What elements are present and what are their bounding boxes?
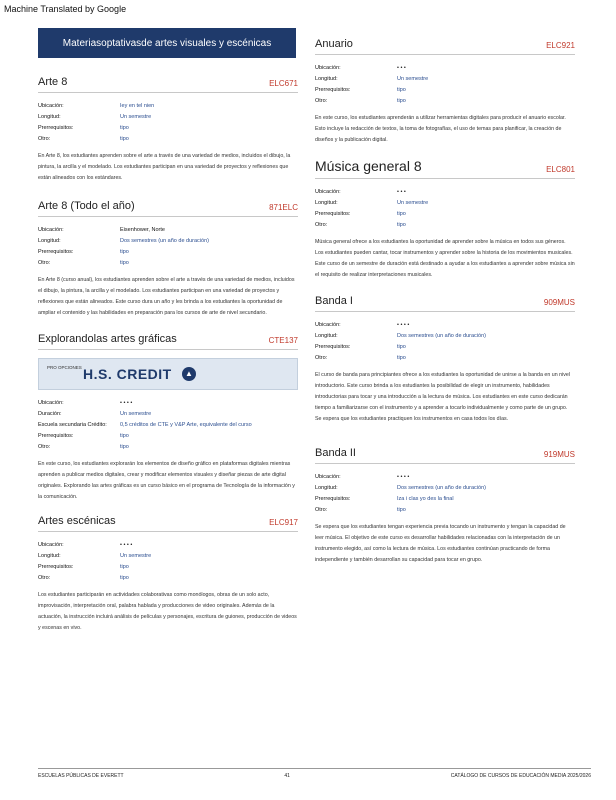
detail-value: Un semestre bbox=[120, 411, 152, 417]
course-code: 871ELC bbox=[269, 203, 298, 212]
course-arte-8 bbox=[38, 76, 298, 184]
detail-key: Ubicación: bbox=[315, 474, 341, 480]
detail-key: Prerrequisitos: bbox=[38, 249, 74, 255]
detail-key: Ubicación: bbox=[38, 103, 64, 109]
detail-key: Otro: bbox=[315, 98, 328, 104]
detail-value: Dos semestres (un año de duración) bbox=[120, 238, 209, 244]
detail-value: tipo bbox=[120, 249, 129, 255]
course-title: Música general 8 bbox=[315, 158, 422, 174]
detail-row bbox=[315, 187, 575, 198]
detail-value: tipo bbox=[120, 136, 129, 142]
detail-value: tipo bbox=[397, 211, 406, 217]
detail-key: Duración: bbox=[38, 411, 62, 417]
detail-value: • • • bbox=[397, 65, 406, 71]
course-arte-8-anual bbox=[38, 200, 298, 319]
detail-row bbox=[38, 123, 298, 134]
detail-key: Longitud: bbox=[315, 485, 338, 491]
detail-value: Iey en tel nien bbox=[120, 103, 155, 109]
detail-row bbox=[38, 573, 298, 584]
detail-row bbox=[315, 85, 575, 96]
detail-value: Eisenhower, Norte bbox=[120, 227, 165, 233]
detail-key: Prerrequisitos: bbox=[38, 433, 74, 439]
course-title: Banda I bbox=[315, 295, 353, 307]
detail-key: Ubicación: bbox=[315, 189, 341, 195]
detail-key: Otro: bbox=[315, 507, 328, 513]
detail-row bbox=[38, 236, 298, 247]
footer-catalog: CATÁLOGO DE CURSOS DE EDUCACIÓN MEDIA 2025/2026 bbox=[450, 773, 591, 779]
course-title: Artes escénicas bbox=[38, 515, 116, 527]
footer-school: ESCUELAS PÚBLICAS DE EVERETT bbox=[38, 773, 124, 779]
detail-value: • • • • bbox=[120, 542, 133, 548]
detail-key: Longitud: bbox=[315, 76, 338, 82]
graduation-cap-icon: ▲ bbox=[182, 367, 196, 381]
detail-row bbox=[315, 74, 575, 85]
detail-value: tipo bbox=[397, 222, 406, 228]
detail-key: Otro: bbox=[315, 355, 328, 361]
detail-value: tipo bbox=[397, 507, 406, 513]
detail-key: Longitud: bbox=[38, 553, 61, 559]
detail-key: Ubicación: bbox=[38, 400, 64, 406]
detail-row bbox=[38, 551, 298, 562]
detail-value: Un semestre bbox=[397, 76, 429, 82]
detail-value: Dos semestres (un año de duración) bbox=[397, 333, 486, 339]
course-header bbox=[315, 295, 575, 312]
section-banner: Materiasoptativasde artes visuales y escénicas bbox=[38, 28, 296, 58]
course-details bbox=[38, 540, 298, 584]
detail-row bbox=[38, 101, 298, 112]
course-description: En Arte 8, los estudiantes aprenden sobre el arte a través de una variedad de medios, incluidos el dibujo, la pintura, la arcilla y el modelado. Los estudiantes participan en una variedad de proyectos y reflexiones que están alineados con los estándares. bbox=[38, 153, 291, 181]
right-column bbox=[315, 28, 575, 566]
course-code: CTE137 bbox=[268, 336, 298, 345]
detail-row bbox=[315, 209, 575, 220]
detail-key: Otro: bbox=[38, 444, 51, 450]
course-details bbox=[315, 320, 575, 364]
detail-row bbox=[38, 134, 298, 145]
detail-value: tipo bbox=[120, 260, 129, 266]
course-details bbox=[315, 63, 575, 107]
detail-value: tipo bbox=[120, 433, 129, 439]
hs-credit-label: H.S. CREDIT bbox=[83, 366, 172, 382]
course-code: ELC671 bbox=[269, 79, 298, 88]
detail-key: Ubicación: bbox=[38, 227, 64, 233]
detail-row bbox=[38, 420, 298, 431]
detail-row bbox=[38, 442, 298, 453]
detail-row bbox=[315, 198, 575, 209]
detail-row bbox=[38, 562, 298, 573]
course-header bbox=[315, 38, 575, 55]
course-musica-general bbox=[315, 158, 575, 281]
detail-key: Escuela secundaria Crédito: bbox=[38, 422, 107, 428]
detail-key: Prerrequisitos: bbox=[38, 125, 74, 131]
course-details bbox=[38, 101, 298, 145]
detail-key: Longitud: bbox=[38, 114, 61, 120]
detail-key: Prerrequisitos: bbox=[38, 564, 74, 570]
course-title: Explorandolas artes gráficas bbox=[38, 333, 177, 345]
course-title: Arte 8 (Todo el año) bbox=[38, 200, 135, 212]
detail-value: tipo bbox=[397, 355, 406, 361]
detail-value: tipo bbox=[397, 344, 406, 350]
course-artes-graficas bbox=[38, 333, 298, 503]
detail-value: tipo bbox=[397, 98, 406, 104]
detail-key: Ubicación: bbox=[315, 322, 341, 328]
detail-row bbox=[315, 342, 575, 353]
detail-value: • • • • bbox=[397, 474, 410, 480]
detail-key: Otro: bbox=[38, 260, 51, 266]
detail-value: • • • • bbox=[120, 400, 133, 406]
course-code: ELC917 bbox=[269, 518, 298, 527]
course-banda-2 bbox=[315, 447, 575, 566]
detail-key: Longitud: bbox=[315, 200, 338, 206]
course-code: 909MUS bbox=[543, 298, 575, 307]
course-artes-escenicas bbox=[38, 515, 298, 634]
detail-value: tipo bbox=[397, 87, 406, 93]
left-column bbox=[38, 28, 298, 634]
detail-row bbox=[38, 112, 298, 123]
course-code: ELC801 bbox=[546, 165, 575, 174]
detail-key: Ubicación: bbox=[315, 65, 341, 71]
detail-row bbox=[38, 431, 298, 442]
course-description: En este curso, los estudiantes explorarán los elementos de diseño gráfico en plataformas digitales mientras aprenden a publicar medios digitales, crear y modificar elementos visuales y diseñar piezas de arte digital originales. Explorando las artes gráficas es un curso básico en el programa de Tecnología de la información y la comunicación. bbox=[38, 461, 295, 500]
course-title: Anuario bbox=[315, 38, 353, 50]
course-header bbox=[38, 76, 298, 93]
detail-value: Un semestre bbox=[397, 200, 429, 206]
detail-row bbox=[38, 247, 298, 258]
detail-value: Un semestre bbox=[120, 553, 152, 559]
detail-row bbox=[315, 220, 575, 231]
detail-value: • • • bbox=[397, 189, 406, 195]
detail-value: Dos semestres (un año de duración) bbox=[397, 485, 486, 491]
hs-options-label: PRO OPCIONES bbox=[47, 365, 82, 370]
page-number: 41 bbox=[284, 773, 290, 779]
detail-value: tipo bbox=[120, 125, 129, 131]
detail-row bbox=[315, 353, 575, 364]
detail-value: tipo bbox=[120, 564, 129, 570]
course-title: Banda II bbox=[315, 447, 356, 459]
course-description: Música general ofrece a los estudiantes la oportunidad de aprender sobre la música en todos sus géneros. Los estudiantes pueden cantar, tocar instrumentos y aprender sobre la historia de los movimientos musicales. Este curso de un semestre de duración está destinado a ayudar a los estudiantes a aprender sobre música sin el requisito de realizar interpretaciones musicales. bbox=[315, 239, 575, 278]
course-details bbox=[315, 472, 575, 516]
detail-row bbox=[38, 258, 298, 269]
detail-row bbox=[38, 398, 298, 409]
machine-translated-label: Machine Translated by Google bbox=[4, 4, 127, 14]
course-header bbox=[315, 158, 575, 179]
detail-key: Prerrequisitos: bbox=[315, 211, 351, 217]
course-description: El curso de banda para principiantes ofrece a los estudiantes la oportunidad de unirse a la banda en un nivel introductorio. Este curso brinda a los estudiantes la posibilidad de elegir un instrumento, habilidades introductorias para tocar y una introducción a la lectura de música. Los estudiantes en este curso dedicarán tiempo a familiarizarse con el instrumento y a aprender a tocarlo individualmente y como parte de un grupo. Se espera que los estudiantes practiquen los instrumentos en casa todos los días. bbox=[315, 372, 571, 422]
hs-credit-banner bbox=[38, 358, 298, 390]
detail-key: Longitud: bbox=[315, 333, 338, 339]
course-header bbox=[38, 200, 298, 217]
detail-key: Ubicación: bbox=[38, 542, 64, 548]
course-description: Los estudiantes participarán en actividades colaborativas como monólogos, obras de un solo acto, improvisación, interpretación oral, palabra hablada y producciones de video originales. Además de la actuación, la instrucción incluirá análisis de películas y personajes, escritura de guiones, producción de videos y escenas en vivo. bbox=[38, 592, 297, 631]
detail-key: Longitud: bbox=[38, 238, 61, 244]
detail-row bbox=[38, 540, 298, 551]
course-description: En este curso, los estudiantes aprenderán a utilizar herramientas digitales para producir el anuario escolar. Esto incluye la redacción de textos, la toma de fotografías, el uso de temas para planificar, la creación de diseños y la publicación digital. bbox=[315, 115, 566, 143]
detail-value: 0,5 créditos de CTE y V&P Arte, equivalente del curso bbox=[120, 422, 252, 428]
detail-value: Un semestre bbox=[120, 114, 152, 120]
course-banda-1 bbox=[315, 295, 575, 425]
detail-value: Iza i clas yo des la final bbox=[397, 496, 454, 502]
detail-key: Otro: bbox=[315, 222, 328, 228]
detail-key: Prerrequisitos: bbox=[315, 87, 351, 93]
page-footer bbox=[38, 768, 591, 779]
detail-row bbox=[315, 96, 575, 107]
detail-key: Prerrequisitos: bbox=[315, 344, 351, 350]
detail-row bbox=[315, 483, 575, 494]
detail-key: Otro: bbox=[38, 136, 51, 142]
course-anuario bbox=[315, 38, 575, 146]
course-code: ELC921 bbox=[546, 41, 575, 50]
course-details bbox=[315, 187, 575, 231]
course-code: 919MUS bbox=[543, 450, 575, 459]
course-header bbox=[315, 447, 575, 464]
detail-row bbox=[315, 331, 575, 342]
detail-row bbox=[38, 409, 298, 420]
detail-key: Prerrequisitos: bbox=[315, 496, 351, 502]
detail-value: tipo bbox=[120, 444, 129, 450]
detail-row bbox=[315, 505, 575, 516]
course-header bbox=[38, 515, 298, 532]
course-header bbox=[38, 333, 298, 350]
catalog-page bbox=[38, 28, 591, 763]
course-description: Se espera que los estudiantes tengan experiencia previa tocando un instrumento y tengan la capacidad de leer música. El objetivo de este curso es desarrollar habilidades relacionadas con la interpretación de un instrumento elegido, así como la lectura de música. Los estudiantes continúan practicando de forma independiente y también desarrollan su capacidad para tocar en grupo. bbox=[315, 524, 566, 563]
course-title: Arte 8 bbox=[38, 76, 68, 88]
detail-row bbox=[315, 494, 575, 505]
course-description: En Arte 8 (curso anual), los estudiantes aprenden sobre el arte a través de una variedad de medios, incluidos el dibujo, la pintura, la arcilla y el modelado. Los estudiantes participan en una variedad de proyectos y reflexiones que están alineados. Este curso dura un año y les brinda a los estudiantes la oportunidad de ampliar el contenido y las habilidades en preparación para los cursos de arte de nivel secundario. bbox=[38, 277, 295, 316]
detail-value: tipo bbox=[120, 575, 129, 581]
detail-row bbox=[315, 320, 575, 331]
course-details bbox=[38, 225, 298, 269]
detail-value: • • • • bbox=[397, 322, 410, 328]
course-details bbox=[38, 398, 298, 453]
detail-row bbox=[315, 63, 575, 74]
detail-key: Otro: bbox=[38, 575, 51, 581]
detail-row bbox=[315, 472, 575, 483]
detail-row bbox=[38, 225, 298, 236]
